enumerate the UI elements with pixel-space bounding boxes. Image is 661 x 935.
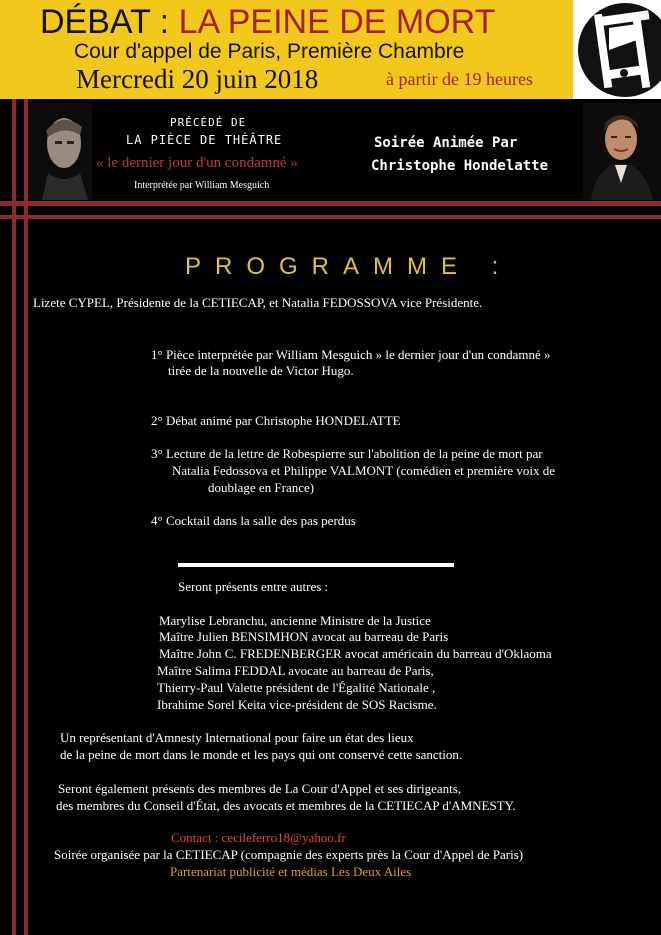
programme-item-4: 4° Cocktail dans la salle des pas perdus [151, 513, 356, 528]
portrait-icon [583, 103, 661, 200]
attendee-item: Maître Julien BENSIMHON avocat au barreau de Paris [159, 629, 449, 644]
attendee-item: Maître Salima FEDDAL avocate au barreau de Paris, [157, 663, 434, 678]
frame-line-top-inner [0, 215, 661, 219]
frame-line-top [0, 201, 661, 206]
attendee-item: Maître John C. FREDENBERGER avocat américain du barreau d'Oklaoma [159, 646, 552, 661]
event-title-prefix: DÉBAT : [40, 3, 170, 41]
frame-line-left [12, 99, 16, 935]
preceded-by-label: PRÉCÉDÉ DE [170, 116, 247, 129]
portrait-icon [28, 103, 92, 200]
attendee-item: Thierry-Paul Valette président de l'Égalité Nationale , [157, 680, 436, 695]
programme-opening: Lizete CYPEL, Présidente de la CETIECAP, et Natalia FEDOSSOVA vice Présidente. [33, 295, 483, 310]
attendee-item: Marylise Lebranchu, ancienne Ministre de la Justice [159, 613, 431, 628]
play-label: LA PIÈCE DE THÉÂTRE [126, 133, 283, 147]
section-divider [178, 563, 454, 567]
programme-item-2: 2° Débat animé par Christophe HONDELATTE [151, 413, 401, 428]
play-title: « le dernier jour d'un condamné » [96, 155, 298, 171]
amnesty-line: Un représentant d'Amnesty International pour faire un état des lieux [60, 730, 414, 745]
programme-item-3: 3° Lecture de la lettre de Robespierre sur l'abolition de la peine de mort par [151, 446, 543, 461]
programme-item-3-cont2: doublage en France) [208, 480, 315, 495]
actor-portrait [28, 103, 92, 200]
play-performer: Interprétée par William Mesguich [134, 180, 270, 191]
also-present-line-cont: des membres du Conseil d'État, des avocats et membres de la CETIECAP d'AMNESTY. [56, 798, 516, 813]
host-name: Christophe Hondelatte [371, 158, 549, 174]
host-portrait [583, 103, 661, 200]
programme-item-1: 1° Pièce interprétée par William Mesguich » le dernier jour d'un condamné » [151, 347, 551, 362]
organizer-line: Soirée organisée par la CETIECAP (compagnie des experts près la Cour d'Appel de Paris) [54, 847, 524, 862]
event-time: à partir de 19 heures [386, 69, 533, 89]
event-title [40, 3, 495, 41]
event-date: Mercredi 20 juin 2018 [76, 64, 319, 94]
frame-line-left-inner [24, 99, 28, 935]
programme-item-1-cont: tirée de la nouvelle de Victor Hugo. [168, 363, 354, 378]
also-present-line: Seront également présents des membres de La Cour d'Appel et ses dirigeants, [58, 781, 462, 796]
host-label: Soirée Animée Par [374, 135, 518, 151]
event-venue: Cour d'appel de Paris, Première Chambre [74, 40, 465, 63]
guillotine-logo [573, 0, 661, 99]
amnesty-line-cont: de la peine de mort dans le monde et les pays qui ont conservé cette sanction. [60, 747, 463, 762]
attendees-heading: Seront présents entre autres : [178, 579, 329, 594]
programme-heading: PROGRAMME : [185, 253, 513, 280]
programme-item-3-cont: Natalia Fedossova et Philippe VALMONT (comédien et première voix de [172, 463, 556, 478]
contact-email[interactable]: Contact : cecileferro18@yahoo.fr [171, 830, 346, 845]
attendee-item: Ibrahime Sorel Keita vice-président de SOS Racisme. [157, 697, 437, 712]
header-banner [0, 0, 661, 99]
guillotine-icon [573, 0, 661, 99]
event-title-subject: LA PEINE DE MORT [178, 3, 496, 41]
partner-line: Partenariat publicité et médias Les Deux Ailes [170, 864, 412, 879]
